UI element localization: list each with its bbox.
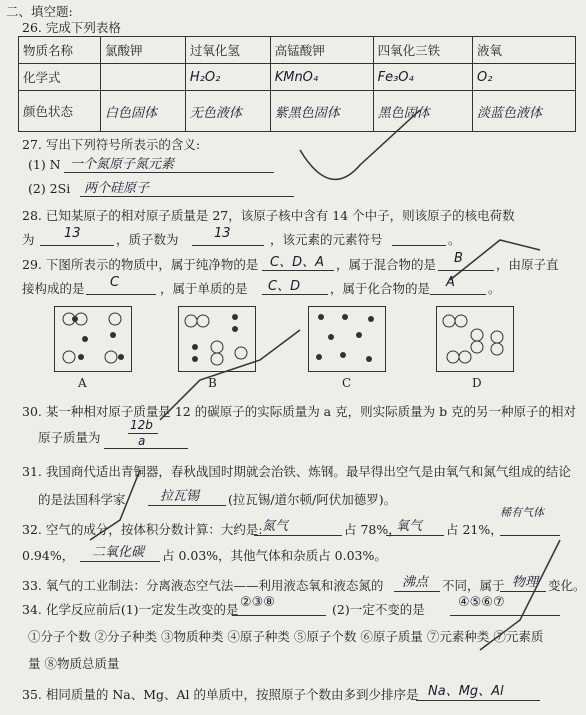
q32-answer[interactable]: 氧气 (396, 519, 423, 534)
q33-text: 33. 氧气的工业制法：分离液态空气法——利用液态氧和液态氮的 (22, 578, 384, 593)
q29-answer[interactable]: C、D (268, 279, 301, 294)
q28-text: ，该元素的元素符号 (270, 232, 383, 247)
answer-underline (438, 270, 494, 271)
q32-answer[interactable]: 氮气 (262, 519, 289, 534)
table-row (19, 91, 576, 132)
table-header-cell: 化学式 (19, 64, 101, 91)
answer-underline (416, 700, 540, 701)
particle-diagram-d (437, 307, 513, 371)
q30-text: 30. 某一种相对原子质量是 12 的碳原子的实际质量为 a 克，则实际质量为 b 克的另一种原子的相对 (22, 404, 577, 419)
q34-answer[interactable]: ②③⑧ (240, 595, 275, 610)
answer-underline (80, 196, 294, 197)
diagram-label-a: A (78, 376, 87, 390)
q29-answer[interactable]: B (454, 251, 463, 266)
answer-underline (450, 615, 560, 616)
particle-diagram-b (179, 307, 255, 371)
q27-item-label: (2) 2Si (28, 181, 71, 196)
answer-underline (64, 172, 274, 173)
q29-text: 29. 下图所表示的物质中，属于纯净物的是 (22, 257, 259, 272)
q34-options: ①分子个数 ②分子种类 ③物质种类 ④原子种类 ⑤原子个数 ⑥原子质量 ⑦元素种类 ⑦元素质 (28, 629, 544, 644)
answer-cell[interactable]: 淡蓝色液体 (473, 91, 576, 132)
q29-answer[interactable]: C (110, 275, 120, 290)
q31-text: 的是法国科学家 (38, 492, 126, 507)
q33-answer[interactable]: 沸点 (402, 575, 429, 590)
particle-box-d (436, 306, 514, 372)
particle-box-a (54, 306, 132, 372)
table-row (19, 64, 576, 91)
answer-underline (104, 448, 188, 449)
answer-underline (80, 561, 160, 562)
q34-text: 34. 化学反应前后(1)一定发生改变的是 (22, 602, 239, 617)
q30-fraction-numerator[interactable]: 12b (130, 418, 153, 432)
q32-answer[interactable]: 稀有气体 (500, 506, 544, 519)
diagram-label-d: D (472, 376, 482, 390)
answer-underline (430, 294, 486, 295)
q27-item-label: (1) N (28, 157, 61, 172)
q33-text: 不同，属于 (442, 578, 505, 593)
answer-underline (254, 535, 342, 536)
section-title: 二、填空题: (6, 4, 73, 19)
table-header-cell: 颜色状态 (19, 91, 101, 132)
q32-text: 占 78%， (344, 522, 401, 537)
table-cell: 过氧化氢 (185, 37, 270, 64)
q28-answer[interactable]: 13 (64, 226, 81, 241)
table-row (19, 37, 576, 64)
q34-text: (2)一定不变的是 (332, 602, 425, 617)
q28-text: 为 (22, 232, 35, 247)
answer-cell[interactable]: 白色固体 (101, 91, 186, 132)
q34-options: 量 ⑧物质总质量 (28, 656, 120, 671)
q27-title: 27. 写出下列符号所表示的含义: (22, 137, 201, 152)
q29-text: 接构成的是 (22, 281, 85, 296)
answer-underline (394, 591, 440, 592)
answer-underline (232, 615, 326, 616)
q29-answer[interactable]: A (446, 275, 455, 290)
answer-underline (192, 245, 264, 246)
q32-answer[interactable]: 二氧化碳 (92, 545, 145, 560)
q28-text: ，质子数为 (116, 232, 179, 247)
q26-title: 26. 完成下列表格 (22, 20, 121, 35)
q31-text: (拉瓦锡/道尔顿/阿伏加德罗)。 (228, 492, 397, 507)
answer-underline (262, 270, 334, 271)
answer-cell[interactable]: 紫黑色固体 (270, 91, 373, 132)
q29-text: ，属于单质的是 (160, 281, 248, 296)
answer-cell[interactable] (101, 64, 186, 91)
q29-text: ，属于化合物的是 (330, 281, 431, 296)
answer-underline (392, 245, 446, 246)
particle-diagram-c (309, 307, 385, 371)
answer-underline (148, 505, 226, 506)
answer-cell[interactable]: 无色液体 (185, 91, 270, 132)
answer-cell[interactable]: 黑色固体 (373, 91, 472, 132)
q35-text: 35. 相同质量的 Na、Mg、Al 的单质中，按照原子个数由多到少排序是 (22, 687, 419, 702)
table-cell: 氯酸钾 (101, 37, 186, 64)
substance-table (18, 36, 576, 132)
q34-answer[interactable]: ④⑤⑥⑦ (458, 595, 505, 610)
q28-text: 。 (448, 232, 461, 247)
answer-underline (262, 294, 328, 295)
q28-text: 28. 已知某原子的相对原子质量是 27，该原子核中含有 14 个中子，则该原子的核电荷数 (22, 208, 515, 223)
q33-text: 变化。 (548, 578, 586, 593)
particle-diagram-a (55, 307, 131, 371)
q30-text: 原子质量为 (38, 430, 101, 445)
answer-cell[interactable]: O₂ (473, 64, 576, 91)
table-cell: 高锰酸钾 (270, 37, 373, 64)
q32-text: 0.94%， (22, 548, 75, 563)
q27-answer[interactable]: 两个硅原子 (84, 181, 150, 196)
table-header-cell: 物质名称 (19, 37, 101, 64)
answer-underline (86, 294, 156, 295)
answer-underline (500, 535, 560, 536)
q29-answer[interactable]: C、D、A (270, 255, 324, 270)
diagram-label-b: B (208, 376, 217, 390)
diagram-label-c: C (342, 376, 352, 390)
table-cell: 四氧化三铁 (373, 37, 472, 64)
answer-underline (40, 245, 114, 246)
answer-underline (386, 535, 444, 536)
answer-cell[interactable]: Fe₃O₄ (373, 64, 472, 91)
particle-box-c (308, 306, 386, 372)
particle-box-b (178, 306, 256, 372)
q32-text: 占 21%， (446, 522, 503, 537)
q35-answer[interactable]: Na、Mg、Al (428, 684, 504, 699)
table-cell: 液氧 (473, 37, 576, 64)
q29-text: 。 (488, 281, 501, 296)
q30-fraction-denominator[interactable]: a (138, 434, 146, 448)
q32-text: 32. 空气的成分，按体积分数计算：大约是: (22, 522, 263, 537)
answer-cell[interactable]: KMnO₄ (270, 64, 373, 91)
q33-answer[interactable]: 物理 (512, 575, 539, 590)
q32-text: 占 0.03%，其他气体和杂质占 0.03%。 (162, 548, 387, 563)
q29-text: ，由原子直 (496, 257, 559, 272)
answer-cell[interactable]: H₂O₂ (185, 64, 270, 91)
q31-text: 31. 我国商代适出青铜器，春秋战国时期就会治铁、炼钢。最早得出空气是由氧气和氮气组成的结论 (22, 464, 571, 479)
q28-answer[interactable]: 13 (214, 226, 231, 241)
q31-answer[interactable]: 拉瓦锡 (160, 489, 200, 504)
answer-underline (500, 591, 546, 592)
q27-answer[interactable]: 一个氮原子氮元素 (70, 157, 175, 172)
q29-text: ，属于混合物的是 (336, 257, 437, 272)
